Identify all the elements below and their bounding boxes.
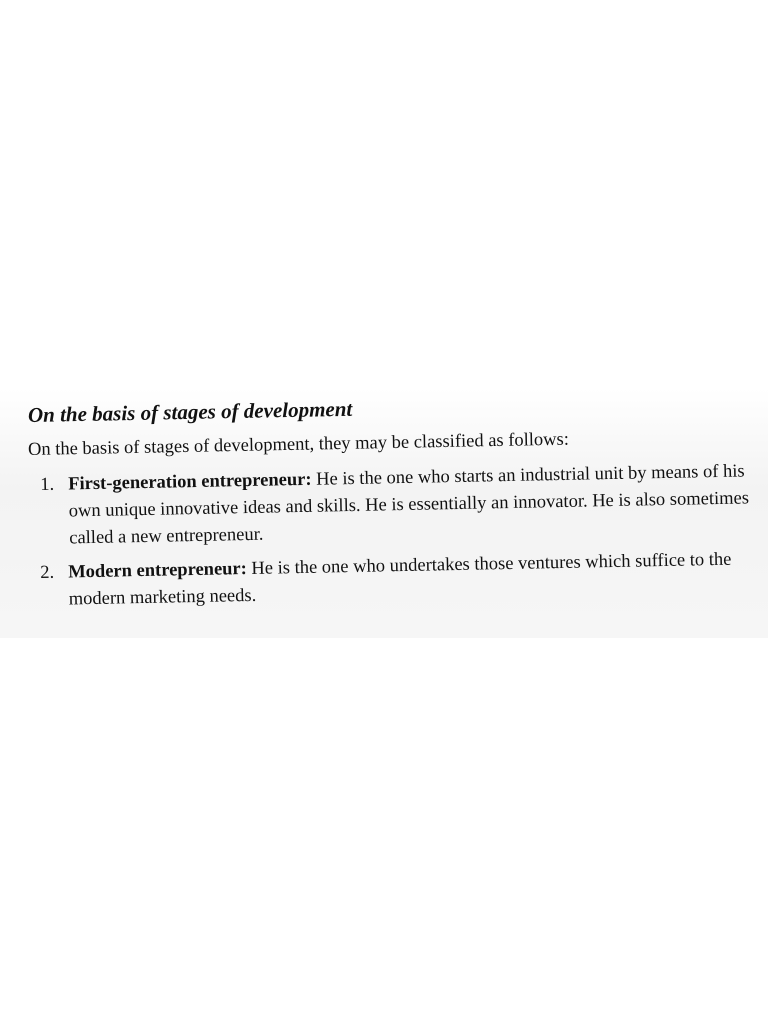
list-item (40, 546, 756, 614)
list-item (40, 458, 756, 553)
list-item-text: He is the one who starts an industrial unit by means of his own unique innovative ideas and skills. He is essentially an innovator. He is also sometimes called a new entrepreneur. (68, 461, 750, 549)
list-item-term: First-generation entrepreneur: (68, 469, 317, 495)
list-item-term: Modern entrepreneur: (68, 558, 252, 583)
section-intro: On the basis of stages of development, they may be classified as follows: (27, 429, 570, 460)
list-item-number: 1. (40, 474, 55, 495)
list-item-body (68, 546, 756, 613)
list-item-number: 2. (40, 562, 55, 583)
section-heading: On the basis of stages of development (27, 396, 353, 427)
list-item-body (68, 458, 756, 552)
list-item-text: He is the one who undertakes those ventures which suffice to the modern marketing needs. (68, 549, 732, 610)
